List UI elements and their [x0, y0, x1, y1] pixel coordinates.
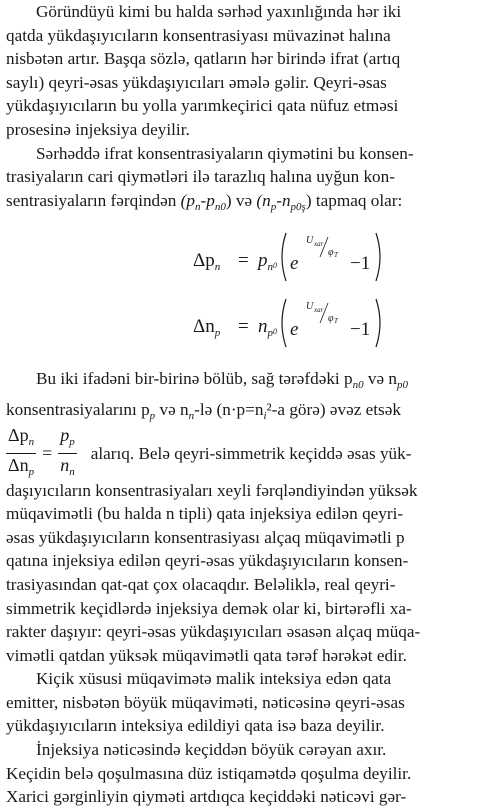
text-line: əsas yükdaşıyıcıların konsentrasiyası alçaq müqavimətli p: [6, 527, 405, 547]
text-line: trasiyasından qat-qat çox olacaqdır. Beləliklə, real qeyri-: [6, 574, 396, 594]
exp-phi: φ: [328, 247, 334, 259]
document-page: [6, 0, 490, 807]
exp-u: U: [306, 235, 314, 247]
text-line: vimətli qatdan yüksək müqavimətli qata tərəf hərəkət edir.: [6, 645, 407, 665]
text-line: İnjeksiya nəticəsində keçiddən böyük cərəyan axır.: [36, 740, 387, 760]
fraction-delta: $\frac{\Delta p_n}{\Delta n_p}$: [8, 425, 35, 479]
paragraph-emitter-base: [6, 667, 490, 738]
text-line: yükdaşıyıcıların inteksiya edildiyi qata isə baza deyilir.: [6, 716, 385, 736]
paragraph-asymmetric-junction: [6, 367, 490, 667]
exp-phi-sub: T: [334, 317, 338, 326]
exp-phi: φ: [328, 313, 334, 325]
text-line: Bu iki ifadəni bir-birinə bölüb, sağ tərəfdəki $p_{n0}$ və $n_{p0}$: [36, 369, 409, 392]
text-line: daşıyıcıların konsentrasiyaları xeyli fərqləndiyindən yüksək: [6, 480, 418, 500]
text-line: Göründüyü kimi bu halda sərhəd yaxınlığında hər iki: [36, 2, 402, 21]
formula-exponent-group: [276, 293, 386, 353]
text-line: Xarici gərginliyin qiyməti artdıqca keçiddəki nəticəvi gər-: [6, 787, 407, 807]
left-paren-icon: [282, 233, 286, 281]
text-line: qatına injeksiya edilən qeyri-əsas yükdaşıyıcıların konsen-: [6, 551, 409, 571]
text-line: Keçidin belə qoşulmasına düz istiqamətdə qoşulma deyilir.: [6, 763, 412, 783]
formula-coefficient: $p_n0$: [258, 250, 277, 274]
text-line: müqavimətli (bu halda n tipli) qata injeksiya edilən qeyri-: [6, 504, 404, 524]
text-after-fraction: alarıq. Belə qeyri-simmetrik keçiddə əsas yük-: [90, 443, 412, 463]
formula-delta-np: [6, 293, 490, 353]
exp-u-sub: xar: [314, 240, 324, 249]
minus-one: −1: [350, 253, 371, 275]
text-line-with-expressions: sentrasiyaların fərqindən $(p_n-p_{n0})$ və $(n_p-n_{p0ş})$ tapmaq olar:: [6, 190, 403, 213]
formula-lhs: $\Delta p_n$: [193, 250, 221, 274]
ratio-formula-line: [6, 425, 490, 479]
text-line: yükdaşıyıcıların bu yolla yarımkeçirici qata nüfuz etməsi: [6, 96, 399, 116]
exp-u-sub: xar: [314, 306, 324, 315]
paragraph-excess-concentration: [6, 142, 490, 220]
formula-equals: =: [238, 316, 249, 338]
formula-lhs: $\Delta n_p$: [193, 316, 221, 340]
paragraph-forward-bias: [6, 738, 490, 809]
paragraph-injection-definition: [6, 0, 490, 142]
text-line: trasiyaların cari qiymətləri ilə tarazlıq halına uyğun kon-: [6, 167, 395, 187]
text-line: nisbətən artır. Başqa sözlə, qatların hər birində ifrat (artıq: [6, 49, 401, 69]
right-paren-icon: [376, 299, 380, 347]
text-line: Kiçik xüsusi müqavimətə malik inteksiya edən qata: [36, 669, 392, 689]
exp-base: e: [290, 253, 299, 275]
formula-equals: =: [238, 250, 249, 272]
text-line: konsentrasiyalarını $p_p$ və $n_n-lə$ ($n\cdot p=n_i^2-a$ görə) əvəz etsək: [6, 399, 401, 422]
exp-base: e: [290, 319, 299, 341]
formula-exponent-group: [276, 227, 386, 287]
exp-phi-sub: T: [334, 251, 338, 260]
text-line: qatda yükdaşıyıcıların konsentrasiyası müvazinət halına: [6, 25, 391, 45]
left-paren-icon: [282, 299, 286, 347]
text-line: prosesinə injeksiya deyilir.: [6, 119, 190, 139]
text-line: saylı) qeyri-əsas yükdaşıyıcıları əmələ gəlir. Qeyri-əsas: [6, 72, 387, 92]
exp-u: U: [306, 301, 314, 313]
fraction-equals: =: [42, 442, 53, 463]
fraction-concentration: $\frac{p_p}{n_n}$: [60, 425, 75, 479]
text-line: emitter, nisbətən böyük müqaviməti, nəticəsinə qeyri-əsas: [6, 692, 405, 712]
formula-coefficient: $n_p0$: [258, 316, 277, 340]
right-paren-icon: [376, 233, 380, 281]
text-line: Sərhəddə ifrat konsentrasiyaların qiymətini bu konsen-: [36, 143, 414, 163]
formula-delta-pn: [6, 227, 490, 287]
text-line: simmetrik keçidlərdə injeksiya demək olar ki, birtərəfli xa-: [6, 598, 412, 618]
text-line: rakter daşıyır: qeyri-əsas yükdaşıyıcıları əsasən alçaq müqa-: [6, 622, 421, 642]
minus-one: −1: [350, 319, 371, 341]
